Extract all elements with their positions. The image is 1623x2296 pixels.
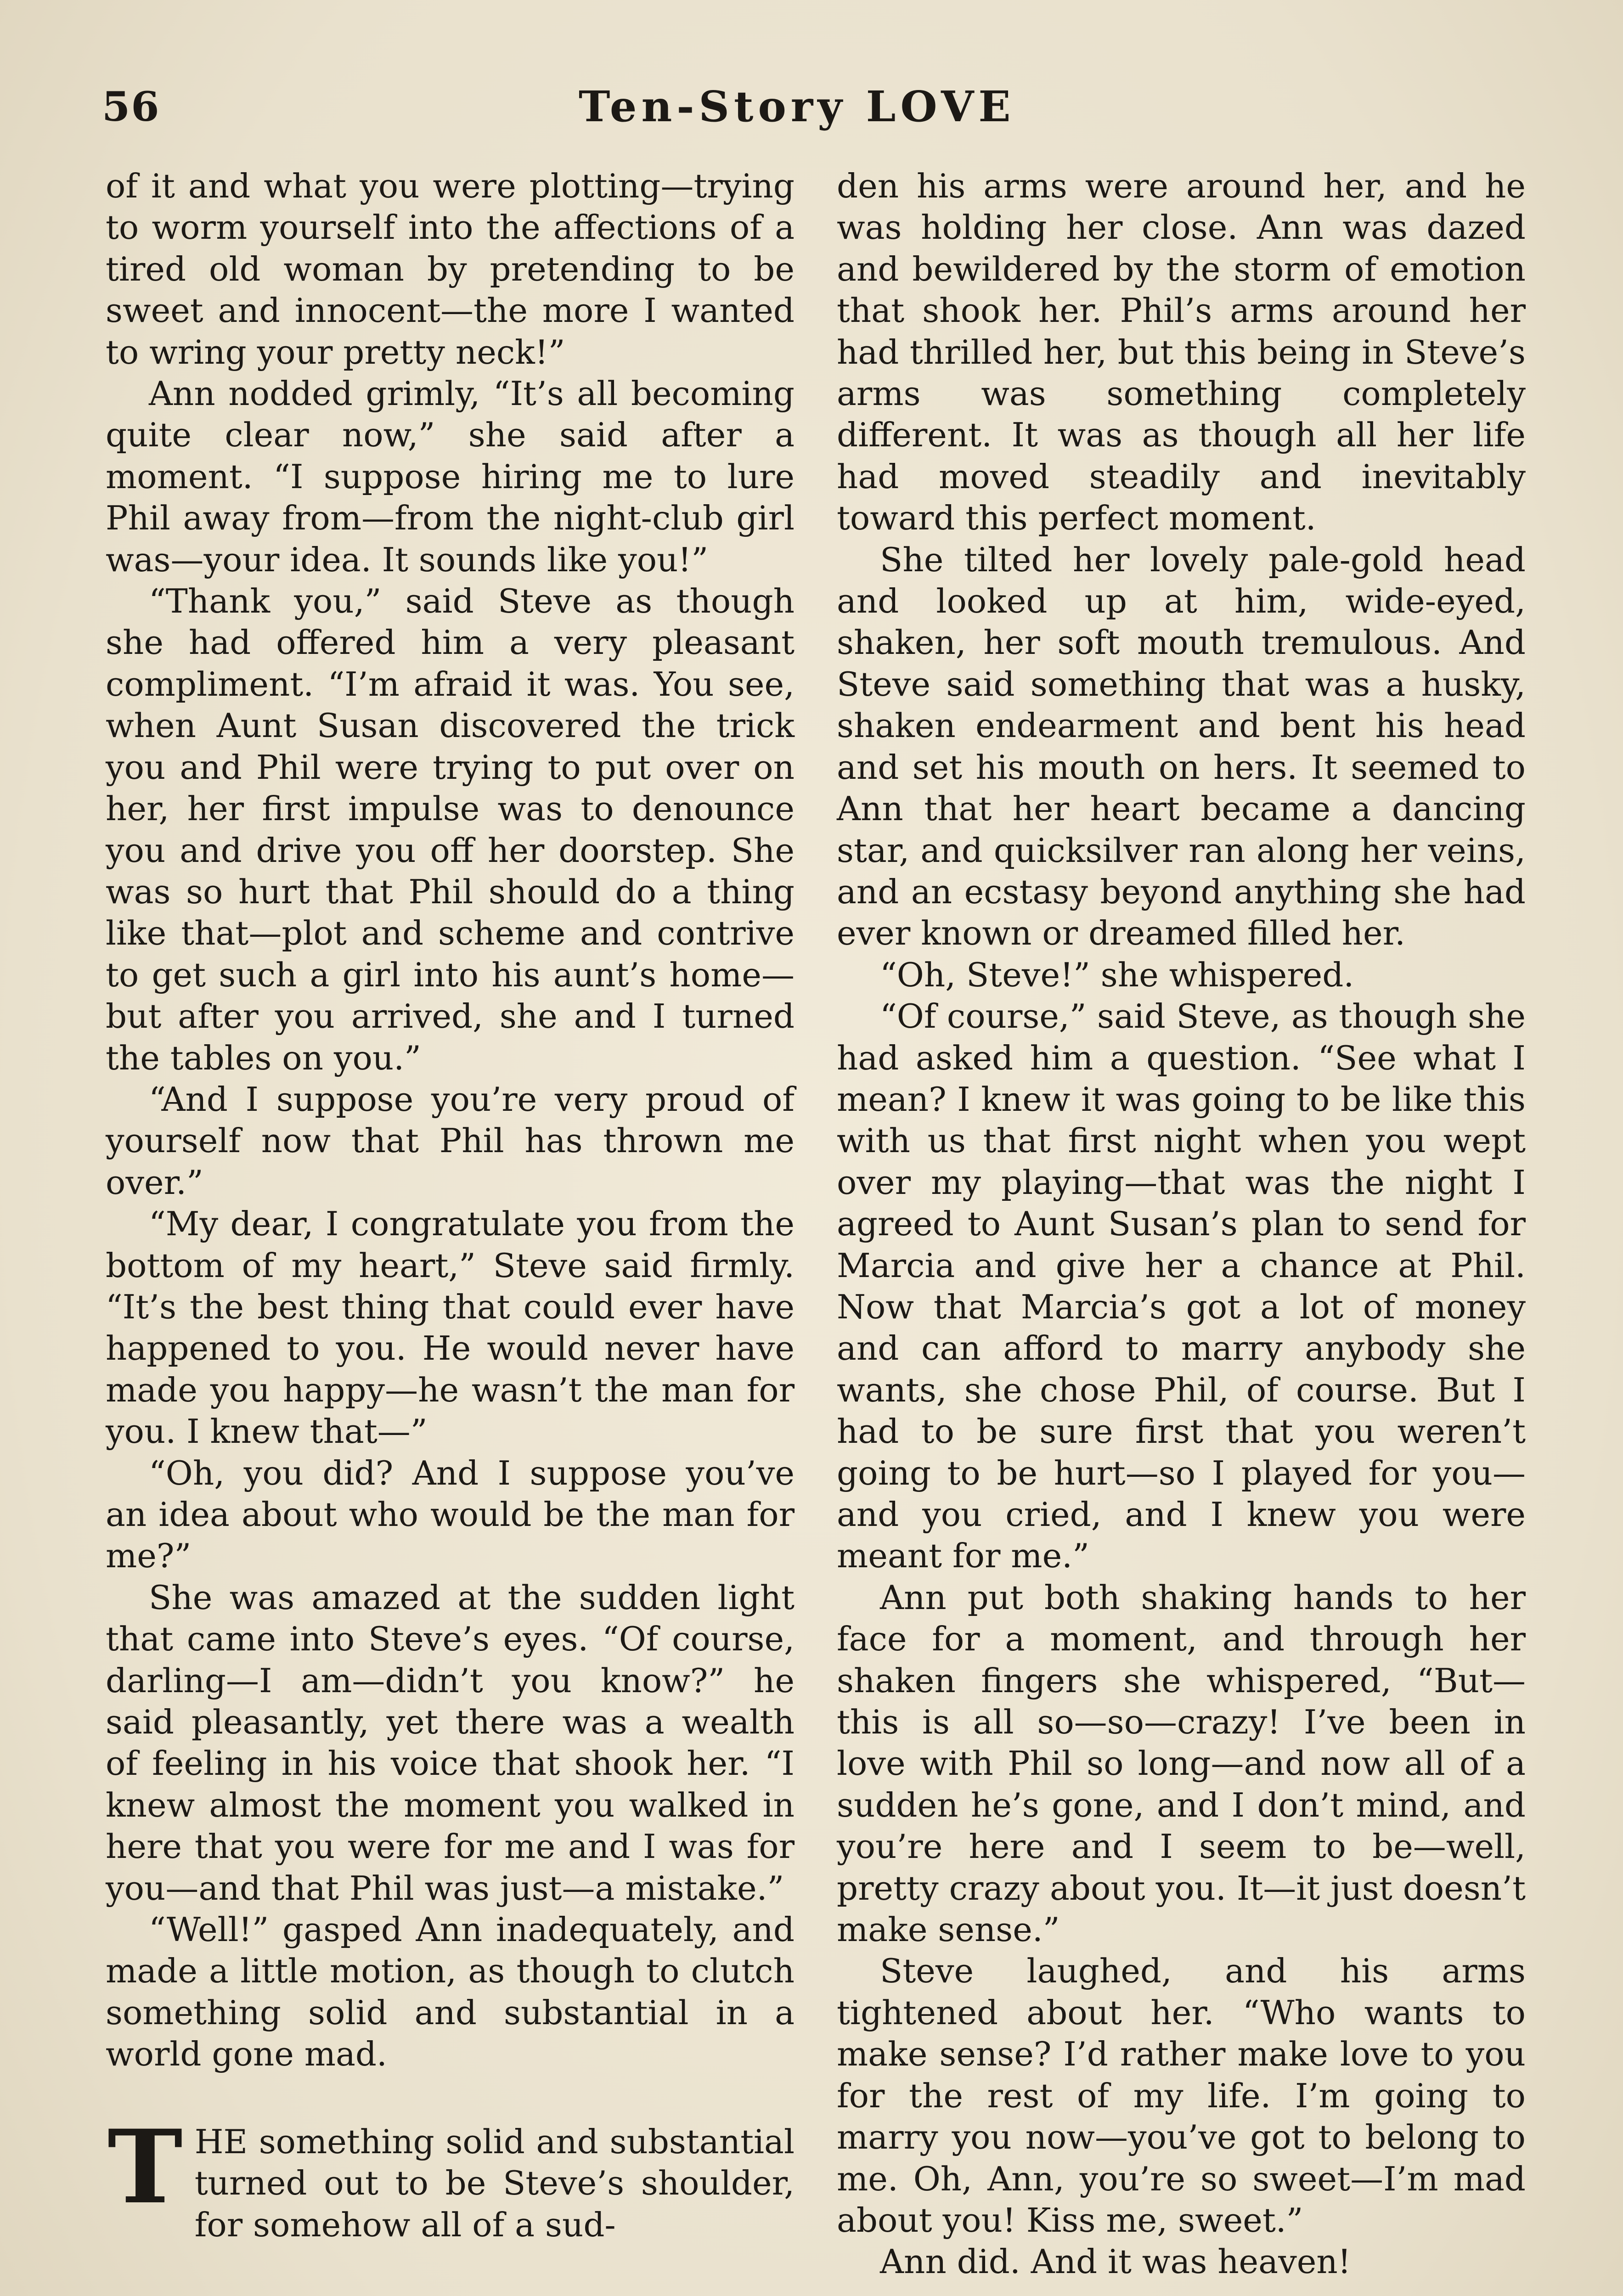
right-column (837, 165, 1526, 2283)
paragraph: “Of course,” said Steve, as though she had asked him a question. “See what I mean? I knew it was going to be like this with us that first night when you wept over my playing—that was the night I agreed to Aunt Susan’s plan to send for Marcia and give her a chance at Phil. Now that Marcia’s got a lot of money and can afford to marry anybody she wants, she chose Phil, of course. But I had to be sure first that you weren’t going to be hurt—so I played for you—and you cried, and I knew you were meant for me.” (837, 997, 1526, 1576)
page-header (92, 78, 1525, 138)
paragraph: “And I suppose you’re very proud of yourself now that Phil has thrown me over.” (106, 1080, 795, 1202)
section-opening-paragraph (106, 2107, 795, 2245)
paragraph: She tilted her lovely pale-gold head and looked up at him, wide-eyed, shaken, her soft mouth tremulous. And Steve said something that was a husky, shaken endearment and bent his head and set his mouth on hers. It seemed to Ann that her heart became a dancing star, and quicksilver ran along her veins, and an ecstasy beyond anything she had ever known or dreamed filled her. (837, 540, 1526, 953)
page-number: 56 (102, 83, 160, 130)
section-opening-text: HE something solid and substantial turned out to be Steve’s shoulder, for somehow all of a sud- (194, 2122, 795, 2244)
paragraph: of it and what you were plotting—trying to worm yourself into the affections of a tired old woman by pretending to be sweet and innocent—the more I wanted to wring your pretty neck!” (106, 167, 795, 371)
drop-cap: T (107, 2107, 183, 2226)
paragraph: Steve laughed, and his arms tightened about her. “Who wants to make sense? I’d rather make love to you for the rest of my life. I’m going to marry you now—you’ve got to belong to me. Oh, Ann, you’re so sweet—I’m mad about you! Kiss me, sweet.” (837, 1952, 1526, 2240)
paragraph: “Oh, you did? And I suppose you’ve an idea about who would be the man for me?” (106, 1453, 795, 1576)
paragraph: Ann did. And it was heaven! (880, 2242, 1351, 2281)
paragraph: “My dear, I congratulate you from the bottom of my heart,” Steve said firmly. “It’s the best thing that could ever have happened to you. He would never have made you happy—he wasn’t the man for you. I knew that—” (106, 1204, 795, 1451)
paragraph: She was amazed at the sudden light that came into Steve’s eyes. “Of course, darling—I am—didn’t you know?” he said pleasantly, yet there was a wealth of feeling in his voice that shook her. “I knew almost the moment you walked in here that you were for me and I was for you—and that Phil was just—a mistake.” (106, 1578, 795, 1908)
paragraph: “Well!” gasped Ann inadequately, and made a little motion, as though to clutch something solid and substantial in a world gone mad. (106, 1910, 795, 2074)
left-column (106, 165, 795, 2245)
paragraph: Ann put both shaking hands to her face for a moment, and through her shaken fingers she whispered, “But—this is all so—so—crazy! I’ve been in love with Phil so long—and now all of a sudden he’s gone, and I don’t mind, and you’re here and I seem to be—well, pretty crazy about you. It—it just doesn’t make sense.” (837, 1578, 1526, 1949)
paragraph: den his arms were around her, and he was holding her close. Ann was dazed and bewildered by the storm of emotion that shook her. Phil’s arms around her had thrilled her, but this being in Steve’s arms was something completely different. It was as though all her life had moved steadily and inevitably toward this perfect moment. (837, 167, 1526, 538)
magazine-title: Ten-Story LOVE (579, 82, 1015, 131)
paragraph: “Thank you,” said Steve as though she had offered him a very pleasant compliment. “I’m afraid it was. You see, when Aunt Susan discovered the trick you and Phil were trying to put over on her, her first impulse was to denounce you and drive you off her doorstep. She was so hurt that Phil should do a thing like that—plot and scheme and contrive to get such a girl into his aunt’s home—but after you arrived, she and I turned the tables on you.” (106, 582, 795, 1077)
paragraph: Ann nodded grimly, “It’s all becoming quite clear now,” she said after a moment. “I suppose hiring me to lure Phil away from—from the night-club girl was—your idea. It sounds like you!” (106, 374, 795, 579)
paragraph: “Oh, Steve!” she whispered. (880, 955, 1354, 994)
